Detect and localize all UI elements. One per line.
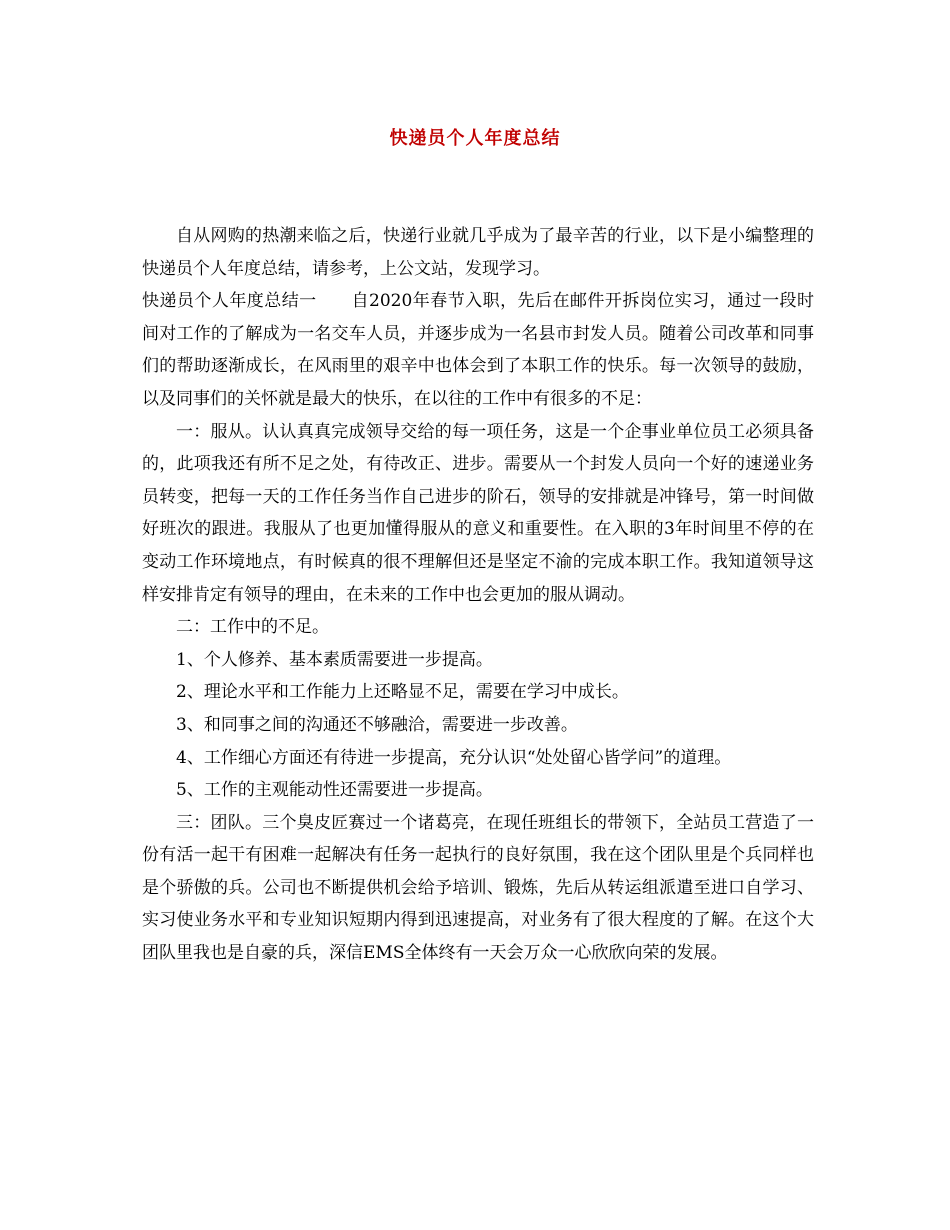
shortcoming-item: 5、工作的主观能动性还需要进一步提高。 [176,780,493,801]
shortcoming-item: 2、理论水平和工作能力上还略显不足，需要在学习中成长。 [176,682,629,703]
shortcoming-item: 4、工作细心方面还有待进一步提高，充分认识“处处留心皆学问”的道理。 [176,747,732,768]
shortcoming-item: 3、和同事之间的沟通还不够融洽，需要进一步改善。 [176,714,578,735]
document-body [142,220,814,970]
team-paragraph: 三：团队。三个臭皮匠赛过一个诸葛亮，在现任班组长的带领下，全站员工营造了一份有活一起干有困难一起解决有任务一起执行的良好氛围，我在这个团队里是个兵同样也是个骄傲的兵。公司也不断提供机会给予培训、锻炼，先后从转运组派遣至进口自学习、实习使业务水平和专业知识短期内得到迅速提高，对业务有了很大程度的了解。在这个大团队里我也是自豪的兵，深信EMS全体终有一天会万众一心欣欣向荣的发展。 [142,812,814,964]
summary-one-paragraph: 快递员个人年度总结一 自2020年春节入职，先后在邮件开拆岗位实习，通过一段时间对工作的了解成为一名交车人员，并逐步成为一名县市封发人员。随着公司改革和同事们的帮助逐渐成长，在风雨里的艰辛中也体会到了本职工作的快乐。每一次领导的鼓励，以及同事们的关怀就是最大的快乐，在以往的工作中有很多的不足： [142,291,814,409]
intro-paragraph: 自从网购的热潮来临之后，快递行业就几乎成为了最辛苦的行业，以下是小编整理的快递员个人年度总结，请参考，上公文站，发现学习。 [142,226,814,279]
obedience-paragraph: 一：服从。认认真真完成领导交给的每一项任务，这是一个企事业单位员工必须具备的，此项我还有所不足之处，有待改正、进步。需要从一个封发人员向一个好的速递业务员转变，把每一天的工作任务当作自己进步的阶石，领导的安排就是冲锋号，第一时间做好班次的跟进。我服从了也更加懂得服从的意义和重要性。在入职的3年时间里不停的在变动工作环境地点，有时候真的很不理解但还是坚定不渝的完成本职工作。我知道领导这样安排肯定有领导的理由，在未来的工作中也会更加的服从调动。 [142,421,814,605]
shortcomings-heading: 二：工作中的不足。 [176,617,329,638]
document-title: 快递员个人年度总结 [389,128,561,149]
shortcoming-item: 1、个人修养、基本素质需要进一步提高。 [176,649,493,670]
